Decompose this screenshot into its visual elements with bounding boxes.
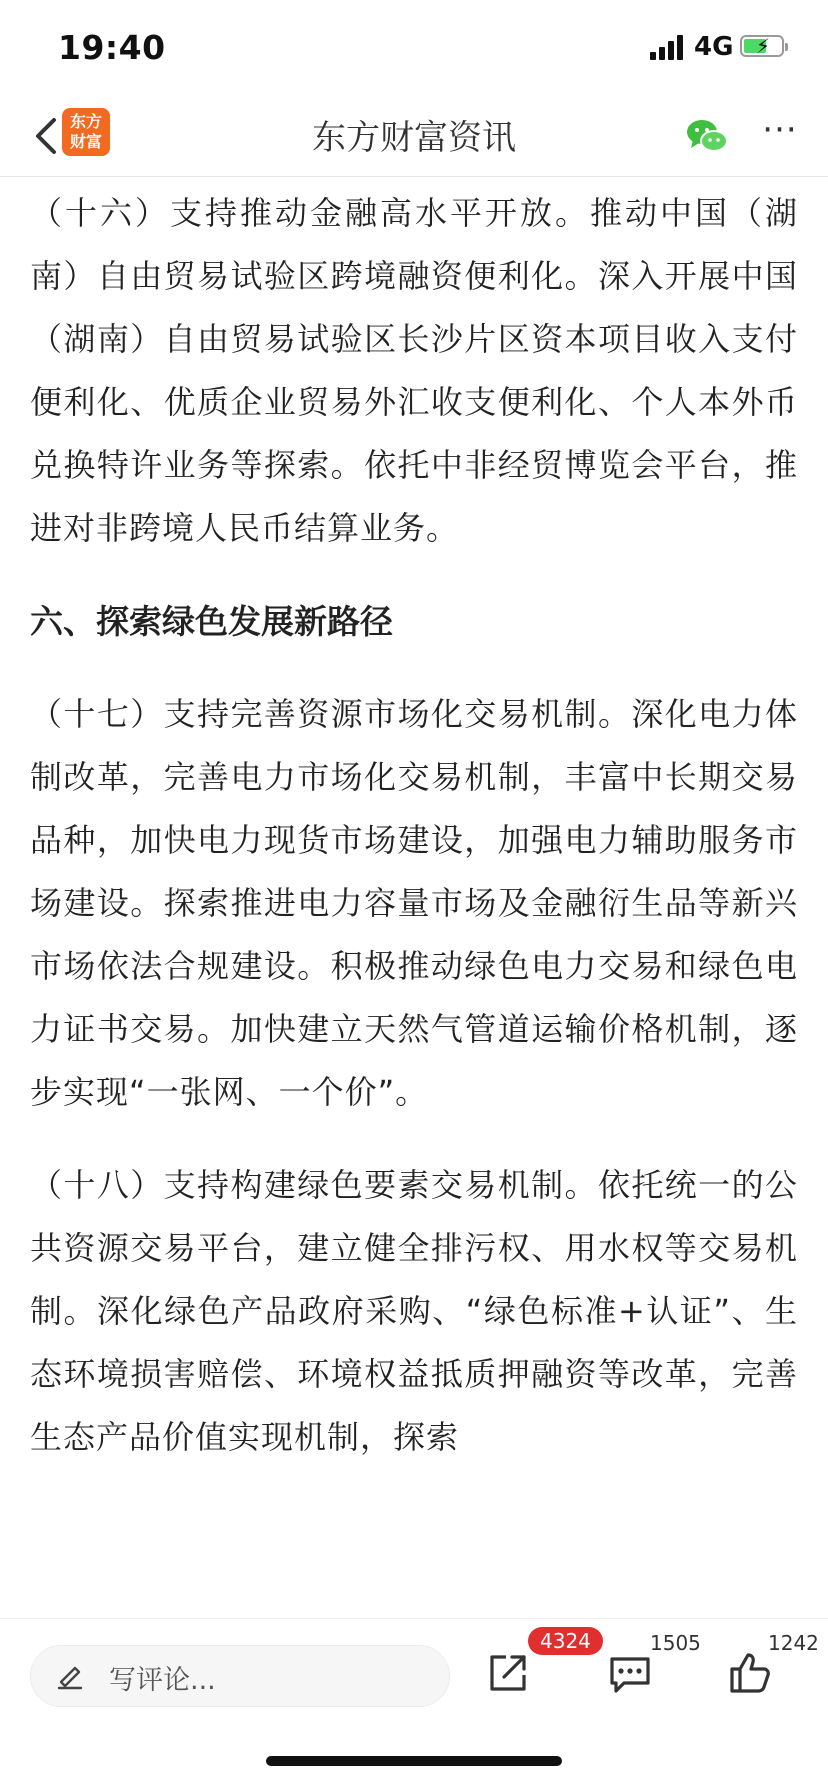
section-heading: 六、探索绿色发展新路径 bbox=[30, 602, 393, 641]
article-paragraph-18: （十八）支持构建绿色要素交易机制。依托统一的公共资源交易平台，建立健全排污权、用水权等交易机制。深化绿色产品政府采购、“绿色标准+认证”、生态环境损害赔偿、环境权益抵质押融资等改革，完善生态产品价值实现机制，探索 bbox=[30, 1166, 798, 1456]
status-time: 19:40 bbox=[58, 28, 166, 67]
article-body bbox=[30, 182, 798, 1618]
battery-icon: ⚡ bbox=[740, 35, 784, 57]
comment-icon[interactable] bbox=[606, 1649, 654, 1697]
comment-count: 1505 bbox=[650, 1631, 701, 1655]
logo-line-2: 财富 bbox=[69, 132, 102, 151]
comment-input[interactable] bbox=[30, 1645, 450, 1707]
nav-bar bbox=[0, 96, 828, 177]
share-count-badge: 4324 bbox=[528, 1627, 603, 1655]
like-count: 1242 bbox=[768, 1631, 819, 1655]
pencil-icon bbox=[55, 1660, 85, 1690]
network-label: 4G bbox=[694, 32, 734, 62]
status-bar bbox=[0, 0, 828, 96]
article-paragraph-16: （十六）支持推动金融高水平开放。推动中国（湖南）自由贸易试验区跨境融资便利化。深入开展中国（湖南）自由贸易试验区长沙片区资本项目收入支付便利化、优质企业贸易外汇收支便利化、个人本外币兑换特许业务等探索。依托中非经贸博览会平台，推进对非跨境人民币结算业务。 bbox=[30, 194, 798, 547]
like-icon[interactable] bbox=[726, 1649, 774, 1697]
home-indicator bbox=[266, 1756, 562, 1766]
logo-line-1: 东方 bbox=[69, 112, 102, 131]
article-paragraph-17: （十七）支持完善资源市场化交易机制。深化电力体制改革，完善电力市场化交易机制，丰富中长期交易品种，加快电力现货市场建设，加强电力辅助服务市场建设。探索推进电力容量市场及金融衍生品等新兴市场依法合规建设。积极推动绿色电力交易和绿色电力证书交易。加快建立天然气管道运输价格机制，逐步实现“一张网、一个价”。 bbox=[30, 695, 798, 1111]
page-title: 东方财富资讯 bbox=[312, 118, 516, 158]
share-icon[interactable] bbox=[484, 1649, 532, 1697]
comment-placeholder: 写评论... bbox=[109, 1665, 216, 1696]
wechat-share-icon[interactable] bbox=[685, 116, 729, 156]
more-icon[interactable]: ··· bbox=[762, 110, 798, 150]
bottom-action-bar bbox=[0, 1618, 828, 1739]
signal-icon bbox=[650, 34, 686, 60]
